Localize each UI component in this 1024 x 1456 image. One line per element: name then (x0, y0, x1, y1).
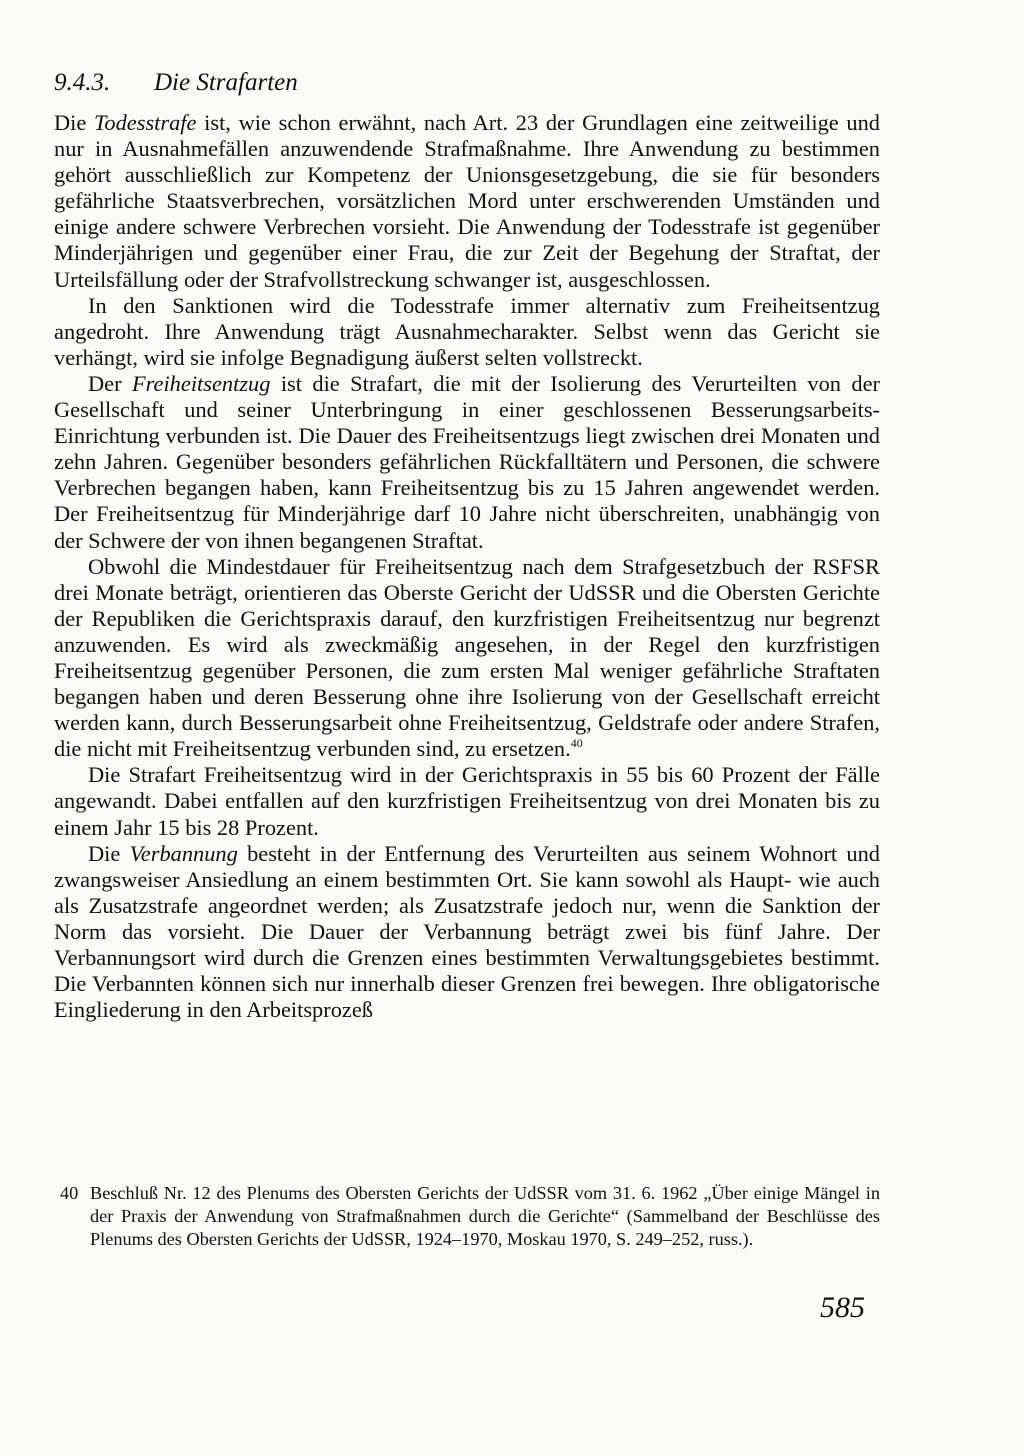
section-number: 9.4.3. (54, 69, 111, 96)
paragraph-mindestdauer: Obwohl die Mindestdauer für Freiheitsentzug nach dem Strafgesetzbuch der RSFSR drei Monate beträgt, orientieren das Oberste Gericht der UdSSR und die Obersten Gerichte der Republiken die Gerichtspraxis darauf, den kurzfristigen Freiheitsentzug nur begrenzt anzuwenden. Es wird als zweckmäßig angesehen, in der Regel den kurzfristigen Freiheitsentzug gegenüber Personen, die zum ersten Mal weniger gefährliche Straftaten begangen haben und deren Besserung ohne ihre Isolierung von der Gesellschaft erreicht werden kann, durch Besserungsarbeit ohne Freiheitsentzug, Geldstrafe oder andere Strafen, die nicht mit Freiheitsentzug verbunden sind, zu ersetzen.$^{40}$ (54, 553, 880, 762)
page-body (54, 66, 880, 1023)
term-freiheitsentzug: Freiheitsentzug (131, 370, 271, 396)
section-title: Die Strafarten (154, 69, 298, 96)
page-number: 585 (820, 1291, 865, 1324)
footnotes (60, 1182, 880, 1252)
paragraph-freiheitsentzug: Der Freiheitsentzug ist die Strafart, die mit der Isolierung des Verurteilten von der Gesellschaft und seiner Unterbringung in einer geschlossenen Besserungsarbeits-Einrichtung verbunden ist. Die Dauer des Freiheitsentzugs liegt zwischen drei Monaten und zehn Jahren. Gegenüber besonders gefährlichen Rückfalltätern und Personen, die schwere Verbrechen begangen haben, kann Freiheitsentzug bis zu 15 Jahren angewendet werden. Der Freiheitsentzug für Minderjährige darf 10 Jahre nicht überschreiten, unabhängig von der Schwere der von ihnen begangenen Straftat. (54, 370, 880, 553)
footnote-text: Beschluß Nr. 12 des Plenums des Obersten Gerichts der UdSSR vom 31. 6. 1962 „Über einige Mängel in der Praxis der Anwendung von Strafmaßnahmen durch die Gerichte“ (Sammelband der Beschlüsse des Plenums des Obersten Gerichts der UdSSR, 1924–1970, Moskau 1970, S. 249–252, russ.). (90, 1183, 880, 1250)
paragraph-sanktionen: In den Sanktionen wird die Todesstrafe immer alternativ zum Freiheitsentzug angedroht. Ihre Anwendung trägt Ausnahmecharakter. Selbst wenn das Gericht sie verhängt, wird sie infolge Begnadigung äußerst selten vollstreckt. (54, 292, 880, 370)
footnote-reference[interactable]: 40 (570, 736, 583, 751)
body-text (54, 110, 880, 1023)
term-verbannung: Verbannung (129, 840, 238, 866)
section-heading (54, 66, 880, 100)
paragraph-gerichtspraxis: Die Strafart Freiheitsentzug wird in der Gerichtspraxis in 55 bis 60 Prozent der Fälle angewandt. Dabei entfallen auf den kurzfristigen Freiheitsentzug von drei Monaten bis zu einem Jahr 15 bis 28 Prozent. (54, 762, 880, 840)
footnote (60, 1182, 880, 1252)
footnote-number: 40 (60, 1183, 79, 1203)
paragraph-verbannung: Die Verbannung besteht in der Entfernung des Verurteilten aus seinem Wohnort und zwangsweiser Ansiedlung an einem bestimmten Ort. Sie kann sowohl als Haupt- wie auch als Zusatzstrafe angeordnet werden; als Zusatzstrafe jedoch nur, wenn die Sanktion der Norm das vorsieht. Die Dauer der Verbannung beträgt zwei bis fünf Jahre. Der Verbannungsort wird durch die Grenzen eines bestimmten Verwaltungsgebietes bestimmt. Die Verbannten können sich nur innerhalb dieser Grenzen frei bewegen. Ihre obligatorische Eingliederung in den Arbeitsprozeß (54, 840, 880, 1023)
term-todesstrafe: Todesstrafe (94, 110, 197, 135)
paragraph-todesstrafe: Die Todesstrafe ist, wie schon erwähnt, nach Art. 23 der Grundlagen eine zeitweilige und nur in Ausnahmefällen anzuwendende Strafmaßnahme. Ihre Anwendung zu bestimmen gehört ausschließlich zur Kompetenz der Unionsgesetzgebung, die sie für besonders gefährliche Staatsverbrechen, vorsätzlichen Mord unter erschwerenden Umständen und einige andere schwere Verbrechen vorsieht. Die Anwendung der Todesstrafe ist gegenüber Minderjährigen und gegenüber einer Frau, die zur Zeit der Begehung der Straftat, der Urteilsfällung oder der Strafvollstreckung schwanger ist, ausgeschlossen. (54, 110, 880, 292)
